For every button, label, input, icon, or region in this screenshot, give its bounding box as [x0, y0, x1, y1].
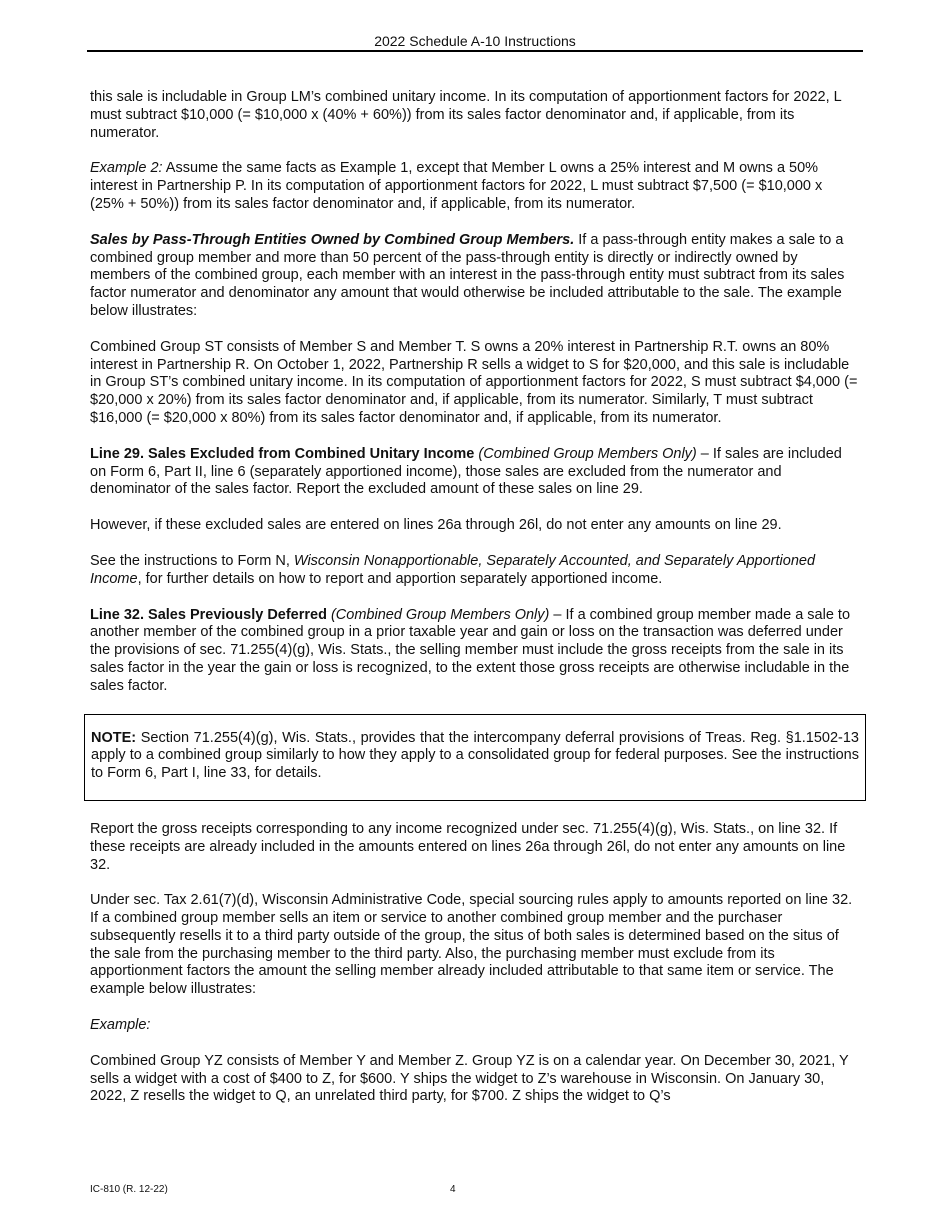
note-label: NOTE:	[91, 729, 137, 746]
example2-label: Example 2:	[90, 160, 163, 177]
form-n-text-a: See the instructions to Form N,	[90, 552, 294, 569]
line32-text: – If a combined group member made a sale to another member of the combined group in a prior taxable year and gain or loss on the transaction was deferred under the provisions of sec. 71.255(4)(g), Wis. Stats., the selling member must include the gross receipts from the sale in its sales factor in the year the gain or loss is recognized, to the extent those gross receipts are otherwise includable in the sales factor.	[90, 606, 851, 694]
paragraph-example2	[90, 160, 860, 213]
note-paragraph	[91, 730, 859, 783]
paragraph-example1-conclusion: this sale is includable in Group LM’s combined unitary income. In its computation of apportionment factors for 2022, L must subtract $10,000 (= $10,000 x (40% + 60%)) from its sales factor denominator and, if applicable, from its numerator.	[90, 89, 842, 141]
footer-page-number: 4	[450, 1184, 456, 1195]
form-n-text-b: , for further details on how to report and apportion separately apportioned income.	[137, 570, 663, 587]
pass-through-heading: Sales by Pass-Through Entities Owned by Combined Group Members.	[90, 231, 575, 248]
paragraph-example-label	[90, 1017, 860, 1035]
header-rule	[87, 50, 863, 52]
paragraph-line32-report: Report the gross receipts corresponding to any income recognized under sec. 71.255(4)(g), Wis. Stats., on line 32. If these receipts are already included in the amounts entered on lines 26a through 26l, do not enter any amounts on line 32.	[90, 820, 846, 873]
line29-qualifier: (Combined Group Members Only)	[474, 445, 697, 462]
page-header-title: 2022 Schedule A-10 Instructions	[374, 33, 576, 49]
form-n-title: Wisconsin Nonapportionable, Separately Accounted, and Separately Apportioned Income	[90, 552, 816, 587]
line32-qualifier: (Combined Group Members Only)	[326, 606, 550, 623]
pass-through-text: If a pass-through entity makes a sale to a combined group member and more than 50 percent of the pass-through entity is directly or indirectly owned by members of the combined group, each member with an interest in the pass-through entity must subtract from its sales factor numerator and denominator any amount that would otherwise be included attributable to the sale. The example below illustrates:	[90, 231, 845, 319]
page-content	[90, 89, 860, 1124]
footer-form-id: IC-810 (R. 12-22)	[90, 1184, 168, 1195]
example2-text: Assume the same facts as Example 1, except that Member L owns a 25% interest and M owns a 50% interest in Partnership P. In its computation of apportionment factors for 2022, L must subtract $7,500 (= $10,000 x (25% + 50%)) from its sales factor denominator and, if applicable, from its numerator.	[90, 160, 823, 212]
paragraph-line29-exception: However, if these excluded sales are entered on lines 26a through 26l, do not enter any amounts on line 29.	[90, 517, 782, 534]
paragraph-sourcing-rules: Under sec. Tax 2.61(7)(d), Wisconsin Administrative Code, special sourcing rules apply to amounts reported on line 32. If a combined group member sells an item or service to another combined group member and the purchaser subsequently resells it to a third party outside of the group, the situs of both sales is determined based on the situs of the sale from the purchasing member to the third party. Also, the purchasing member must exclude from its apportionment factors the amount the selling member already included attributable to that same item or service. The example below illustrates:	[90, 892, 853, 998]
paragraph-pass-through	[90, 232, 860, 321]
line32-heading: Line 32. Sales Previously Deferred	[90, 606, 327, 623]
note-text: Section 71.255(4)(g), Wis. Stats., provides that the intercompany deferral provisions of Treas. Reg. §1.1502-13 apply to a combined group similarly to how they apply to a consolidated group for federal purposes. See the instructions to Form 6, Part I, line 33, for details.	[91, 729, 859, 782]
paragraph-form-n-reference	[90, 553, 860, 589]
example-label: Example:	[90, 1017, 151, 1034]
paragraph-group-yz-example: Combined Group YZ consists of Member Y and Member Z. Group YZ is on a calendar year. On December 30, 2021, Y sells a widget with a cost of $400 to Z, for $600. Y ships the widget to Z’s warehouse in Wisconsin. On January 30, 2022, Z resells the widget to Q, an unrelated third party, for $700. Z ships the widget to Q’s	[90, 1052, 849, 1105]
line29-text: – If sales are included on Form 6, Part II, line 6 (separately apportioned income), those sales are excluded from the numerator and denominator of the sales factor. Report the excluded amount of these sales on line 29.	[90, 445, 842, 498]
paragraph-line29	[90, 446, 860, 499]
paragraph-line32	[90, 607, 860, 696]
line29-heading: Line 29. Sales Excluded from Combined Unitary Income	[90, 445, 475, 462]
paragraph-group-st-example: Combined Group ST consists of Member S and Member T. S owns a 20% interest in Partnership R.T. owns an 80% interest in Partnership R. On October 1, 2022, Partnership R sells a widget to S for $20,000, and this sale is includable in Group ST’s combined unitary income. In its computation of apportionment factors for 2022, S must subtract $4,000 (= $20,000 x 20%) from its sales factor denominator and, if applicable, from its numerator. Similarly, T must subtract $16,000 (= $20,000 x 80%) from its sales factor denominator and, if applicable, from its numerator.	[90, 338, 858, 426]
note-box	[84, 714, 866, 801]
